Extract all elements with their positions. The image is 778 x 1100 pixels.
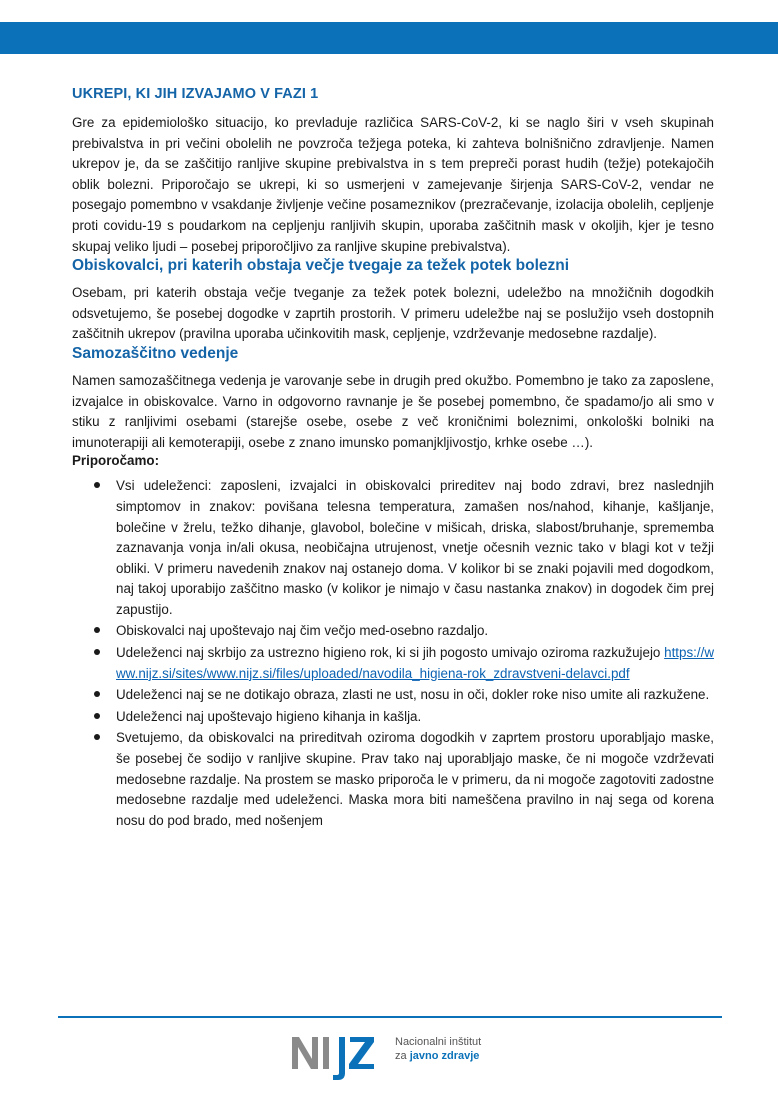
list-item-text: Udeleženci naj skrbijo za ustrezno higieno rok, ki si jih pogosto umivajo oziroma razkužujejo: [116, 645, 661, 661]
list-item: [72, 476, 714, 620]
nijz-logo: [290, 1029, 490, 1081]
list-item: [72, 685, 714, 706]
list-item-text: Udeleženci naj upoštevajo higieno kihanja in kašlja.: [116, 708, 422, 724]
recommend-label: Priporočamo:: [72, 453, 160, 469]
logo-org-name: [395, 1035, 481, 1063]
self-protection-paragraph: Namen samozaščitnega vedenja je varovanje sebe in drugih pred okužbo. Pomembno je tako za zaposlene, izvajalce in obiskovalce. Varno in odgovorno ravnanje je še posebej pomembno, če spadamo/jo ali smo v stiku z ranljivimi osebami (starejše osebe, osebe z več kroničnimi boleznimi, onkološki bolniki na imunoterapiji ali kemoterapiji, osebe z znano imunsko pomanjkljivostjo, krhke osebe …).: [72, 372, 714, 450]
bullet-icon: [94, 482, 100, 488]
bullet-icon: [94, 734, 100, 740]
list-item-text: Vsi udeleženci: zaposleni, izvajalci in obiskovalci prireditev naj bodo zdravi, brez naslednjih simptomov in znakov: povišana telesna temperatura, zamašen nos/nahod, kihanje, kašljanje, bolečine v žrelu, težko dihanje, glavobol, bolečine v mišicah, driska, slabost/bruhanje, sprememba zaznavanja vonja in/ali okusa, neobičajna utrujenost, vnetje očesnih veznic tako v blagi kot v težji obliki. V primeru navedenih znakov naj ostanejo doma. V kolikor bi se znaki pojavili med dogodkom, naj takoj uporabijo zaščitno masko (v kolikor je nimajo v času nastanka znakov) in dogodek čim prej zapustijo.: [116, 478, 714, 617]
hand-hygiene-link[interactable]: https://www.nijz.si/sites/www.nijz.si/files/uploaded/navodila_higiena-rok_zdravstveni-delavci.pdf: [116, 645, 714, 681]
section-heading-visitors: Obiskovalci, pri katerih obstaja večje tvegaje za težek potek bolezni: [72, 257, 570, 275]
list-item-text: Obiskovalci naj upoštevajo naj čim večjo med-osebno razdaljo.: [116, 623, 489, 639]
bullet-icon: [94, 713, 100, 719]
logo-org-line1: Nacionalni inštitut: [395, 1036, 482, 1048]
bullet-icon: [94, 627, 100, 633]
list-item: [72, 621, 714, 642]
document-body: [72, 86, 714, 832]
recommendation-list: [72, 476, 714, 831]
section-heading-self-protection: Samozaščitno vedenje: [72, 344, 239, 362]
top-banner-bar: [0, 22, 778, 54]
logo-org-line2: [395, 1049, 481, 1063]
list-item-text: Udeleženci naj se ne dotikajo obraza, zlasti ne ust, nosu in oči, dokler roke niso umite ali razkužene.: [116, 687, 710, 703]
intro-paragraph: Gre za epidemiološko situacijo, ko prevladuje različica SARS-CoV-2, ki se naglo širi v vseh skupinah prebivalstva in pri večini obolelih ne povzroča težjega poteka, ki zahteva bolnišnično zdravljenje. Namen ukrepov je, da se zaščitijo ranljive skupine prebivalstva in s tem prepreči porast hudih (težje) potekajočih oblik bolezni. Priporočajo se ukrepi, ki so usmerjeni v zamejevanje širjenja SARS-CoV-2, vendar ne posegajo pomembno v vsakdanje življenje večine posameznikov (prezračevanje, izolacija obolelih, cepljenje proti covidu-19 s poudarkom na cepljenju ranljivih skupin, uporaba zaščitnih mask v okoljih, kjer je tesno skupaj veliko ljudi – posebej priporočljivo za ranljive skupine prebivalstva).: [72, 115, 714, 254]
nijz-logo-mark-icon: [290, 1029, 390, 1081]
logo-org-line2-prefix: za: [395, 1050, 407, 1062]
list-item-text: Svetujemo, da obiskovalci na prireditvah oziroma dogodkih v zaprtem prostoru uporabljajo maske, še posebej če sodijo v ranljive skupine. Prav tako naj uporabljajo maske, če ni mogoče vzdrževati medosebne razdalje. Na prostem se masko priporoča le v primeru, da ni mogoče zagotoviti zadostne medosebne razdalje med udeleženci. Maska mora biti nameščena pravilno in naj sega od korena nosu do pod brado, med nošenjem: [116, 730, 714, 828]
bullet-icon: [94, 691, 100, 697]
visitors-paragraph: Osebam, pri katerih obstaja večje tveganje za težek potek bolezni, udeležbo na množičnih dogodkih odsvetujemo, še posebej dogodke v zaprtih prostorih. V primeru udeležbe naj se poslužijo vseh dostopnih zaščitnih ukrepov (pravilna uporaba učinkovitih mask, cepljenje, vzdrževanje medosebne razdalje).: [72, 285, 714, 342]
logo-org-line2-bold: javno zdravje: [409, 1050, 480, 1062]
list-item: [72, 707, 714, 728]
footer-divider: [58, 1016, 722, 1018]
list-item: [72, 728, 714, 831]
bullet-icon: [94, 649, 100, 655]
list-item: [72, 643, 714, 684]
document-title: UKREPI, KI JIH IZVAJAMO V FAZI 1: [72, 86, 319, 102]
